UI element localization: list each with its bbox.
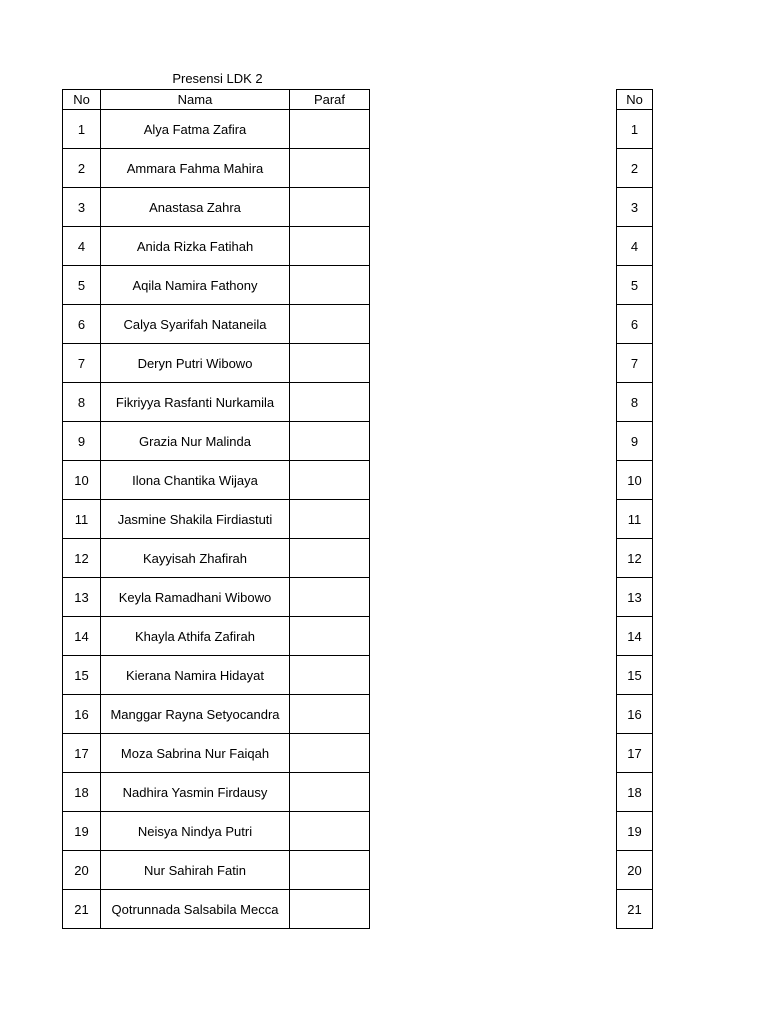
row-number: 3 xyxy=(63,188,101,227)
row-paraf-cell[interactable] xyxy=(290,695,370,734)
row-paraf-cell[interactable] xyxy=(290,461,370,500)
row-number: 11 xyxy=(63,500,101,539)
row-number: 17 xyxy=(63,734,101,773)
side-row-number: 9 xyxy=(617,422,653,461)
side-row-number: 21 xyxy=(617,890,653,929)
header-nama: Nama xyxy=(101,90,290,110)
row-paraf-cell[interactable] xyxy=(290,773,370,812)
side-table-row xyxy=(617,305,653,344)
row-paraf-cell[interactable] xyxy=(290,305,370,344)
side-row-number: 11 xyxy=(617,500,653,539)
side-table-row xyxy=(617,578,653,617)
header-no: No xyxy=(63,90,101,110)
side-row-number: 18 xyxy=(617,773,653,812)
row-name: Grazia Nur Malinda xyxy=(101,422,290,461)
row-paraf-cell[interactable] xyxy=(290,149,370,188)
row-paraf-cell[interactable] xyxy=(290,422,370,461)
header-paraf: Paraf xyxy=(290,90,370,110)
side-row-number: 14 xyxy=(617,617,653,656)
row-name: Kierana Namira Hidayat xyxy=(101,656,290,695)
side-row-number: 4 xyxy=(617,227,653,266)
attendance-table-body xyxy=(63,110,370,929)
table-row xyxy=(63,890,370,929)
side-row-number: 10 xyxy=(617,461,653,500)
row-number: 18 xyxy=(63,773,101,812)
row-name: Keyla Ramadhani Wibowo xyxy=(101,578,290,617)
row-name: Nur Sahirah Fatin xyxy=(101,851,290,890)
table-row xyxy=(63,851,370,890)
side-row-number: 5 xyxy=(617,266,653,305)
side-row-number: 2 xyxy=(617,149,653,188)
row-paraf-cell[interactable] xyxy=(290,110,370,149)
row-name: Jasmine Shakila Firdiastuti xyxy=(101,500,290,539)
row-name: Neisya Nindya Putri xyxy=(101,812,290,851)
side-number-table-body xyxy=(617,110,653,929)
table-row xyxy=(63,422,370,461)
row-name: Aqila Namira Fathony xyxy=(101,266,290,305)
row-paraf-cell[interactable] xyxy=(290,617,370,656)
side-table-row xyxy=(617,149,653,188)
table-row xyxy=(63,695,370,734)
row-number: 2 xyxy=(63,149,101,188)
table-row xyxy=(63,149,370,188)
side-table-row xyxy=(617,110,653,149)
row-paraf-cell[interactable] xyxy=(290,266,370,305)
table-header-row xyxy=(63,90,370,110)
side-table-row xyxy=(617,773,653,812)
table-row xyxy=(63,617,370,656)
row-paraf-cell[interactable] xyxy=(290,812,370,851)
side-table-row xyxy=(617,890,653,929)
side-table-row xyxy=(617,539,653,578)
row-number: 13 xyxy=(63,578,101,617)
side-table-row xyxy=(617,461,653,500)
side-table-row xyxy=(617,344,653,383)
table-row xyxy=(63,812,370,851)
table-row xyxy=(63,539,370,578)
row-number: 15 xyxy=(63,656,101,695)
side-table-row xyxy=(617,227,653,266)
side-table-header-row xyxy=(617,90,653,110)
side-row-number: 6 xyxy=(617,305,653,344)
side-table-row xyxy=(617,656,653,695)
row-number: 5 xyxy=(63,266,101,305)
side-row-number: 3 xyxy=(617,188,653,227)
side-row-number: 20 xyxy=(617,851,653,890)
side-table-row xyxy=(617,851,653,890)
row-number: 6 xyxy=(63,305,101,344)
table-row xyxy=(63,110,370,149)
row-number: 14 xyxy=(63,617,101,656)
table-row xyxy=(63,305,370,344)
side-table-row xyxy=(617,695,653,734)
table-row xyxy=(63,266,370,305)
side-row-number: 13 xyxy=(617,578,653,617)
side-row-number: 15 xyxy=(617,656,653,695)
side-row-number: 7 xyxy=(617,344,653,383)
table-row xyxy=(63,734,370,773)
table-row xyxy=(63,383,370,422)
row-number: 20 xyxy=(63,851,101,890)
row-name: Alya Fatma Zafira xyxy=(101,110,290,149)
row-number: 9 xyxy=(63,422,101,461)
row-paraf-cell[interactable] xyxy=(290,344,370,383)
side-row-number: 19 xyxy=(617,812,653,851)
side-table-row xyxy=(617,188,653,227)
table-row xyxy=(63,500,370,539)
side-table-row xyxy=(617,383,653,422)
row-name: Calya Syarifah Nataneila xyxy=(101,305,290,344)
table-row xyxy=(63,773,370,812)
row-paraf-cell[interactable] xyxy=(290,578,370,617)
row-name: Ammara Fahma Mahira xyxy=(101,149,290,188)
side-table-row xyxy=(617,734,653,773)
row-paraf-cell[interactable] xyxy=(290,851,370,890)
side-row-number: 12 xyxy=(617,539,653,578)
row-paraf-cell[interactable] xyxy=(290,188,370,227)
page-title: Presensi LDK 2 xyxy=(172,71,263,86)
side-row-number: 8 xyxy=(617,383,653,422)
table-row xyxy=(63,461,370,500)
row-name: Qotrunnada Salsabila Mecca xyxy=(101,890,290,929)
row-name: Nadhira Yasmin Firdausy xyxy=(101,773,290,812)
row-paraf-cell[interactable] xyxy=(290,383,370,422)
row-number: 12 xyxy=(63,539,101,578)
table-row xyxy=(63,656,370,695)
row-number: 4 xyxy=(63,227,101,266)
row-number: 10 xyxy=(63,461,101,500)
side-row-number: 16 xyxy=(617,695,653,734)
row-number: 8 xyxy=(63,383,101,422)
row-number: 7 xyxy=(63,344,101,383)
row-name: Khayla Athifa Zafirah xyxy=(101,617,290,656)
table-row xyxy=(63,578,370,617)
row-number: 21 xyxy=(63,890,101,929)
row-number: 16 xyxy=(63,695,101,734)
row-name: Fikriyya Rasfanti Nurkamila xyxy=(101,383,290,422)
row-paraf-cell[interactable] xyxy=(290,890,370,929)
side-table-row xyxy=(617,812,653,851)
table-row xyxy=(63,344,370,383)
row-name: Moza Sabrina Nur Faiqah xyxy=(101,734,290,773)
row-paraf-cell[interactable] xyxy=(290,656,370,695)
attendance-table xyxy=(62,89,370,929)
side-header-no: No xyxy=(617,90,653,110)
side-table-row xyxy=(617,617,653,656)
side-row-number: 17 xyxy=(617,734,653,773)
side-table-row xyxy=(617,500,653,539)
side-row-number: 1 xyxy=(617,110,653,149)
side-number-table xyxy=(616,89,653,929)
row-paraf-cell[interactable] xyxy=(290,227,370,266)
side-table-row xyxy=(617,422,653,461)
row-paraf-cell[interactable] xyxy=(290,539,370,578)
row-name: Ilona Chantika Wijaya xyxy=(101,461,290,500)
row-paraf-cell[interactable] xyxy=(290,500,370,539)
row-paraf-cell[interactable] xyxy=(290,734,370,773)
side-table-row xyxy=(617,266,653,305)
row-name: Manggar Rayna Setyocandra xyxy=(101,695,290,734)
row-number: 1 xyxy=(63,110,101,149)
row-number: 19 xyxy=(63,812,101,851)
table-row xyxy=(63,227,370,266)
row-name: Kayyisah Zhafirah xyxy=(101,539,290,578)
table-row xyxy=(63,188,370,227)
row-name: Deryn Putri Wibowo xyxy=(101,344,290,383)
row-name: Anastasa Zahra xyxy=(101,188,290,227)
row-name: Anida Rizka Fatihah xyxy=(101,227,290,266)
